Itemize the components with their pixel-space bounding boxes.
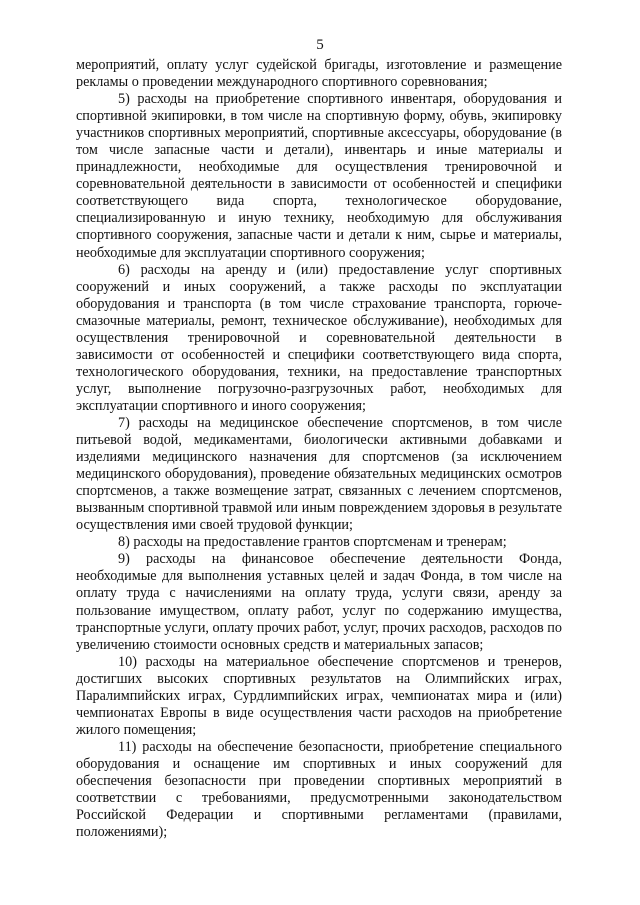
paragraph-item-9: 9) расходы на финансовое обеспечение деятельности Фонда, необходимые для выполнения уставных целей и задач Фонда, в том числе на оплату труда с начислениями на оплату труда, услуги связи, аренду за пользование имуществом, оплату работ, услуг по содержанию имущества, транспортные услуги, оплату прочих работ, услуг, прочих расходов, расходов по увеличению стоимости основных средств и материальных запасов; (76, 551, 562, 653)
paragraph-item-11: 11) расходы на обеспечение безопасности, приобретение специального оборудования и оснащение им спортивных и иных сооружений для обеспечения безопасности при проведении спортивных мероприятий в соответствии с требованиями, предусмотренными законодательством Российской Федерации и спортивными регламентами (правилами, положениями); (76, 738, 562, 841)
page-number: 5 (316, 37, 324, 53)
paragraph-item-10: 10) расходы на материальное обеспечение спортсменов и тренеров, достигших высоких спортивных результатов на Олимпийских играх, Паралимпийских играх, Сурдлимпийских играх, чемпионатах мира и (или) чемпионатах Европы в виде осуществления части расходов на приобретение жилого помещения; (76, 653, 562, 738)
paragraph-item-7: 7) расходы на медицинское обеспечение спортсменов, в том числе питьевой водой, медикаментами, биологически активными добавками и изделиями медицинского назначения для спортсменов (за исключением медицинского оборудования), проведение обязательных медицинских осмотров спортсменов, а также возмещение затрат, связанных с лечением спортсменов, вызванным спортивной травмой или иным повреждением здоровья в результате осуществления ими своей трудовой функции; (76, 414, 562, 534)
paragraph-item-5: 5) расходы на приобретение спортивного инвентаря, оборудования и спортивной экипировки, в том числе на спортивную форму, обувь, экипировку участников спортивных мероприятий, спортивные аксессуары, оборудование (в том числе запасные части и детали), инвентарь и иные материалы и принадлежности, необходимые для осуществления тренировочной и соревновательной деятельности в зависимости от особенностей и специфики соответствующего вида спорта, технологическое оборудование, специализированную и иную технику, необходимую для обслуживания спортивного сооружения, запасные части и детали к ним, сырье и материалы, необходимые для эксплуатации спортивного сооружения; (76, 91, 562, 261)
document-body (76, 57, 562, 841)
paragraph-item-8: 8) расходы на предоставление грантов спортсменам и тренерам; (118, 534, 507, 551)
paragraph-continuation: мероприятий, оплату услуг судейской бригады, изготовление и размещение рекламы о проведении международного спортивного соревнования; (76, 57, 562, 91)
paragraph-item-6: 6) расходы на аренду и (или) предоставление услуг спортивных сооружений и иных сооружений, а также расходы по эксплуатации оборудования и транспорта (в том числе страхование транспорта, горюче-смазочные материалы, ремонт, техническое обслуживание), необходимых для осуществления тренировочной и соревновательной деятельности в зависимости от особенностей и специфики соответствующего вида спорта, технологического оборудования, техники, на предоставление транспортных услуг, выполнение погрузочно-разгрузочных работ, необходимых для эксплуатации спортивного и иного сооружения; (76, 261, 562, 414)
